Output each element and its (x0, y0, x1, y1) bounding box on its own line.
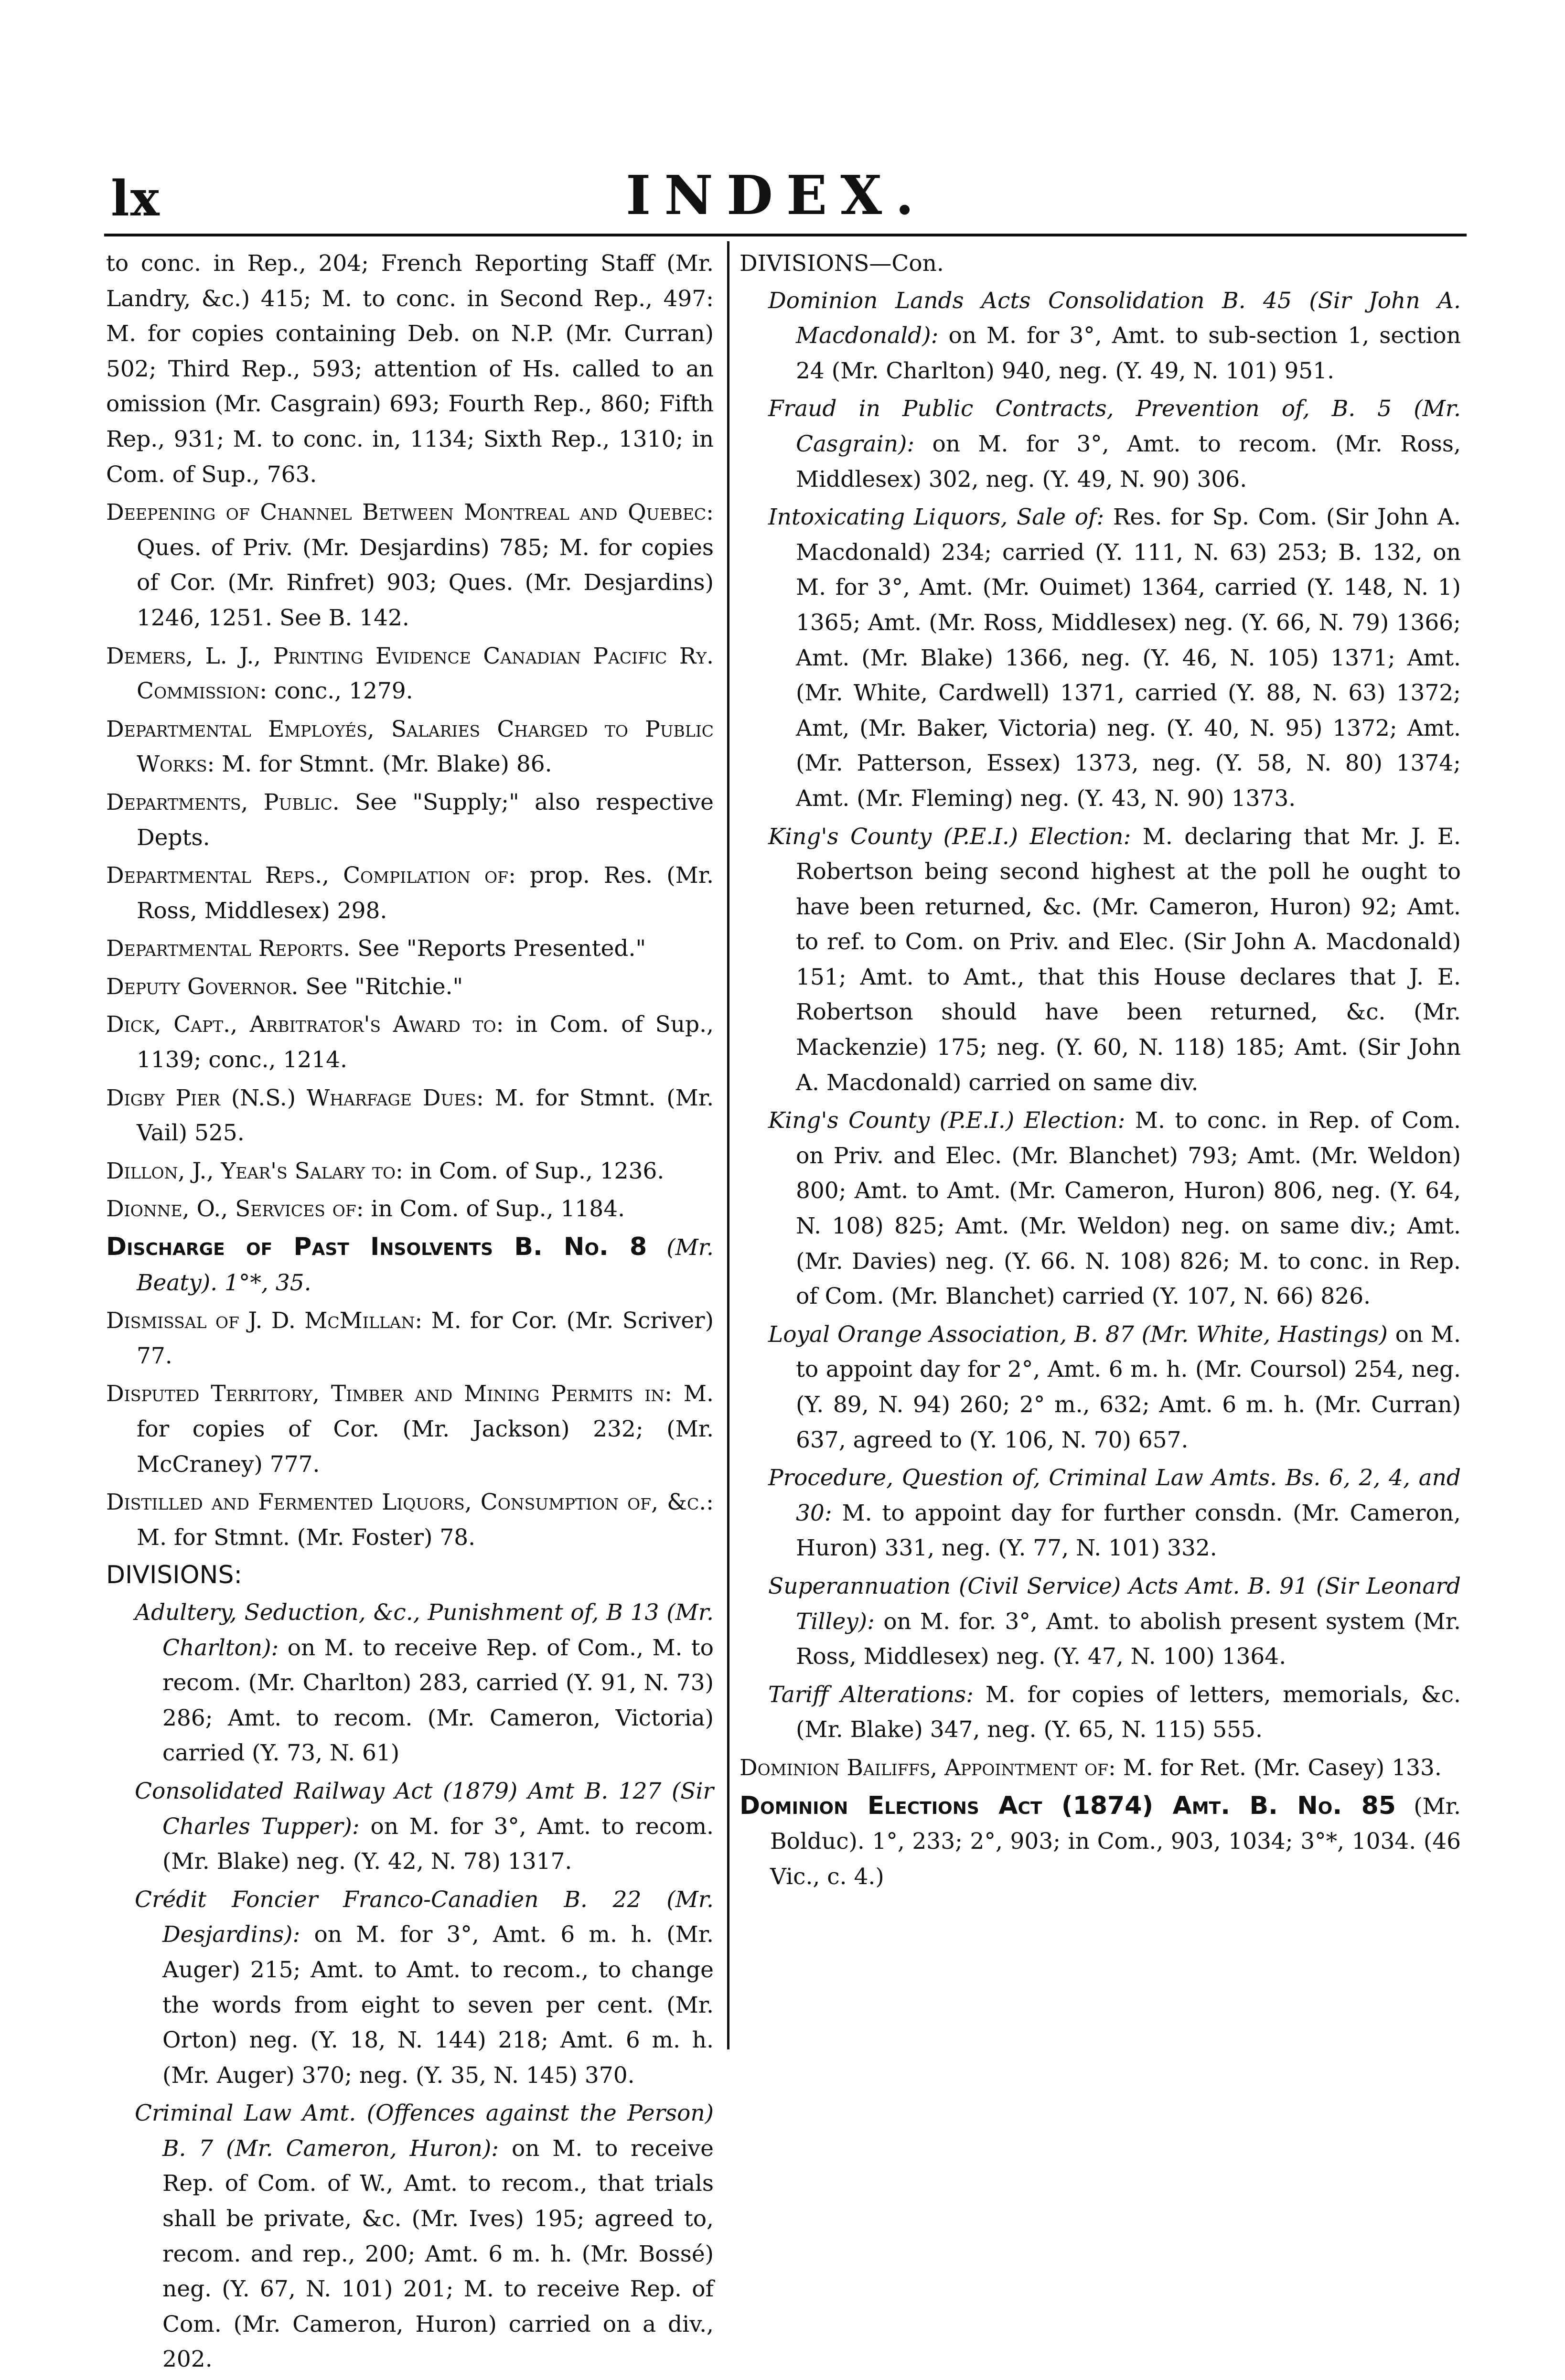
division-entry-adultery (106, 1595, 714, 1771)
division-heading: Procedure, Question of, Criminal Law Amts. Bs. 6, 2, 4, and 30: (768, 1465, 1461, 1526)
division-heading: Dominion Lands Acts Consolidation B. 45 (Sir John A. Macdonald): (768, 287, 1461, 349)
index-entry-dominion-bailiffs (740, 1750, 1461, 1786)
division-heading: Loyal Orange Association, B. 87 (Mr. White, Hastings) (768, 1321, 1388, 1348)
entry-body: M. for Cor. (Mr. Scriver) 77. (137, 1308, 714, 1369)
division-body: on M. for 3°, Amt. to recom. (Mr. Blake) neg. (Y. 42, N. 78) 1317. (162, 1813, 714, 1875)
entry-heading: Dismissal of J. D. McMillan: (106, 1308, 423, 1334)
entry-body: See "Ritchie." (305, 973, 463, 1000)
division-body: on M. for 3°, Amt. to recom. (Mr. Ross, Middlesex) 302, neg. (Y. 49, N. 90) 306. (796, 430, 1461, 493)
division-body: on M. to receive Rep. of Com., M. to recom. (Mr. Charlton) 283, carried (Y. 91, N. 73) 286; Amt. to recom. (Mr. Cameron, Victoria) carried (Y. 73, N. 61) (162, 1634, 714, 1767)
division-entry-criminal-law (106, 2096, 714, 2377)
division-heading: Fraud in Public Contracts, Prevention of, B. 5 (Mr. Casgrain): (768, 396, 1461, 457)
entry-body: in Com. of Sup., 1236. (410, 1158, 665, 1184)
division-heading: King's County (P.E.I.) Election: (768, 823, 1131, 850)
division-entry-tariff (740, 1677, 1461, 1747)
division-entry-intoxicating-liquors (740, 500, 1461, 816)
index-entry-digby-pier (106, 1081, 714, 1151)
division-heading: Intoxicating Liquors, Sale of: (768, 504, 1104, 531)
index-entry-dionne (106, 1191, 714, 1227)
page-title: INDEX. (626, 164, 928, 227)
entry-heading: Departmental Reports. (106, 935, 351, 962)
column-divider (727, 241, 729, 2049)
division-body: M. to appoint day for further consdn. (Mr. Cameron, Huron) 331, neg. (Y. 77, N. 101) 332. (796, 1500, 1461, 1562)
index-entry-departmental-employes (106, 712, 714, 782)
index-entry-deputy-governor (106, 969, 714, 1005)
index-entry-dick-capt (106, 1007, 714, 1077)
left-column (106, 246, 714, 2380)
index-entry-departments-public (106, 785, 714, 855)
division-body: on M. for. 3°, Amt. to abolish present system (Mr. Ross, Middlesex) neg. (Y. 47, N. 100) 1364. (796, 1608, 1461, 1670)
entry-heading: Departmental Employés, Salaries Charged to Public Works: (106, 716, 714, 778)
index-entry-disputed-territory (106, 1376, 714, 1482)
division-entry-credit-foncier (106, 1882, 714, 2093)
entry-heading: Dionne, O., Services of: (106, 1196, 364, 1222)
index-entry-dillon (106, 1154, 714, 1189)
page-number: lx (111, 170, 161, 227)
index-entry-distilled-liquors (106, 1485, 714, 1555)
division-body: M. for copies of letters, memorials, &c. (Mr. Blake) 347, neg. (Y. 65, N. 115) 555. (796, 1681, 1461, 1743)
division-entry-procedure (740, 1460, 1461, 1566)
header-rule (104, 234, 1467, 236)
index-entry-deepening-channel (106, 495, 714, 635)
entry-heading: Deepening of Channel Between Montreal and Quebec: (106, 499, 714, 526)
entry-heading: Distilled and Fermented Liquors, Consumption of, &c.: (106, 1489, 714, 1516)
index-entry-departmental-reps (106, 858, 714, 928)
division-entry-kings-county-2 (740, 1103, 1461, 1314)
division-body: on M. to receive Rep. of Com. of W., Amt. to recom., that trials shall be private, &c. (Mr. Ives) 195; agreed to, recom. and rep., 200; Amt. 6 m. h. (Mr. Bossé) neg. (Y. 67, N. 101) 201; M. to receive Rep. of Com. (Mr. Cameron, Huron) carried on a div., 202. (162, 2135, 714, 2373)
division-heading: Crédit Foncier Franco-Canadien B. 22 (Mr. Desjardins): (135, 1886, 714, 1948)
division-heading: Criminal Law Amt. (Offences against the Person) B. 7 (Mr. Cameron, Huron): (135, 2100, 714, 2162)
division-body: M. to conc. in Rep. of Com. on Priv. and Elec. (Mr. Blanchet) 793; Amt. (Mr. Weldon) 800; Amt. to Amt. (Mr. Cameron, Huron) 806, neg. (Y. 64, N. 108) 825; Amt. (Mr. Weldon) neg. on same div.; Amt. (Mr. Davies) neg. (Y. 66. N. 108) 826; M. to conc. in Rep. of Com. (Mr. Blanchet) carried (Y. 107, N. 66) 826. (796, 1107, 1461, 1310)
entry-body: See "Reports Presented." (357, 935, 646, 962)
right-column (740, 246, 1461, 1897)
entry-heading: Deputy Governor. (106, 973, 299, 1000)
division-heading: King's County (P.E.I.) Election: (768, 1107, 1126, 1134)
division-body: M. declaring that Mr. J. E. Robertson being second highest at the poll he ought to have been returned, &c. (Mr. Cameron, Huron) 92; Amt. to ref. to Com. on Priv. and Elec. (Sir John A. Macdonald) 151; Amt. to Amt., that this House declares that J. E. Robertson should have been returned, &c. (Mr. Mackenzie) 175; neg. (Y. 60, N. 118) 185; Amt. (Sir John A. Macdonald) carried on same div. (796, 823, 1461, 1096)
entry-heading: Departmental Reps., Compilation of: (106, 862, 516, 889)
division-heading: Adultery, Seduction, &c., Punishment of, B 13 (Mr. Charlton): (135, 1599, 714, 1661)
entry-heading: Dominion Bailiffs, Appointment of: (740, 1754, 1116, 1781)
entry-heading: Dillon, J., Year's Salary to: (106, 1158, 403, 1184)
entry-body: in Com. of Sup., 1184. (371, 1196, 625, 1222)
entry-heading: Departments, Public. (106, 789, 340, 815)
entry-heading: Disputed Territory, Timber and Mining Permits in: (106, 1381, 673, 1407)
entry-body: See "Supply;" also respective Depts. (137, 789, 714, 851)
division-entry-kings-county-1 (740, 819, 1461, 1101)
entry-body: M. for Ret. (Mr. Casey) 133. (1123, 1754, 1442, 1781)
division-heading: Superannuation (Civil Service) Acts Amt. B. 91 (Sir Leonard Tilley): (768, 1573, 1461, 1635)
entry-body: M. for copies of Cor. (Mr. Jackson) 232; (Mr. McCraney) 777. (137, 1381, 714, 1478)
index-entry-discharge-insolvents (106, 1230, 714, 1300)
division-body: Res. for Sp. Com. (Sir John A. Macdonald) 234; carried (Y. 111, N. 63) 253; B. 132, on M. for 3°, Amt. (Mr. Ouimet) 1364, carried (Y. 148, N. 1) 1365; Amt. (Mr. Ross, Middlesex) neg. (Y. 66, N. 79) 1366; Amt. (Mr. Blake) 1366, neg. (Y. 46, N. 105) 1371; Amt. (Mr. White, Cardwell) 1371, carried (Y. 88, N. 63) 1372; Amt, (Mr. Baker, Victoria) neg. (Y. 40, N. 95) 1372; Amt. (Mr. Patterson, Essex) 1373, neg. (Y. 58, N. 80) 1374; Amt. (Mr. Fleming) neg. (Y. 43, N. 90) 1373. (796, 504, 1461, 812)
index-entry-dominion-elections-act (740, 1789, 1461, 1895)
entry-body: (Mr. Bolduc). 1°, 233; 2°, 903; in Com., 903, 1034; 3°*, 1034. (46 Vic., c. 4.) (770, 1793, 1461, 1890)
index-entry-demers (106, 639, 714, 709)
entry-body: M. for Stmnt. (Mr. Blake) 86. (222, 751, 552, 778)
entry-body: M. for Stmnt. (Mr. Vail) 525. (137, 1084, 714, 1147)
index-entry-dismissal (106, 1303, 714, 1373)
entry-body: prop. Res. (Mr. Ross, Middlesex) 298. (137, 862, 714, 924)
division-heading: Tariff Alterations: (768, 1681, 974, 1708)
divisions-con-heading: DIVISIONS—Con. (740, 250, 944, 277)
divisions-heading: DIVISIONS: (106, 1561, 242, 1590)
entry-body: in Com. of Sup., 1139; conc., 1214. (137, 1011, 714, 1073)
division-entry-loyal-orange (740, 1317, 1461, 1458)
entry-body: M. for Stmnt. (Mr. Foster) 78. (137, 1524, 476, 1551)
division-heading: Consolidated Railway Act (1879) Amt B. 127 (Sir Charles Tupper): (135, 1778, 714, 1840)
continuation-entry: to conc. in Rep., 204; French Reporting Staff (Mr. Landry, &c.) 415; M. to conc. in Second Rep., 497: M. for copies containing Deb. on N.P. (Mr. Curran) 502; Third Rep., 593; attention of Hs. called to an omission (Mr. Casgrain) 693; Fourth Rep., 860; Fifth Rep., 931; M. to conc. in, 1134; Sixth Rep., 1310; in Com. of Sup., 763. (106, 250, 714, 488)
division-body: on M. to appoint day for 2°, Amt. 6 m. h. (Mr. Coursol) 254, neg. (Y. 89, N. 94) 260; 2° m., 632; Amt. 6 m. h. (Mr. Curran) 637, agreed to (Y. 106, N. 70) 657. (796, 1321, 1461, 1453)
entry-heading: Demers, L. J., Printing Evidence Canadian Pacific Ry. Commission: (106, 643, 714, 705)
division-entry-consolidated-railway (106, 1774, 714, 1879)
division-body: on M. for 3°, Amt. to sub-section 1, section 24 (Mr. Charlton) 940, neg. (Y. 49, N. 101) 951. (796, 322, 1461, 384)
entry-heading: Digby Pier (N.S.) Wharfage Dues: (106, 1084, 484, 1111)
index-entry-departmental-reports (106, 931, 714, 966)
division-entry-dominion-lands (740, 283, 1461, 389)
division-body: on M. for 3°, Amt. 6 m. h. (Mr. Auger) 215; Amt. to Amt. to recom., to change the words from eight to seven per cent. (Mr. Orton) neg. (Y. 18, N. 144) 218; Amt. 6 m. h. (Mr. Auger) 370; neg. (Y. 35, N. 145) 370. (162, 1921, 714, 2089)
entry-heading: Dick, Capt., Arbitrator's Award to: (106, 1011, 504, 1038)
division-entry-fraud (740, 391, 1461, 497)
division-entry-superannuation (740, 1569, 1461, 1674)
entry-body: Ques. of Priv. (Mr. Desjardins) 785; M. for copies of Cor. (Mr. Rinfret) 903; Ques. (Mr. Desjardins) 1246, 1251. See B. 142. (137, 534, 714, 631)
entry-heading-bold: Dominion Elections Act (1874) Amt. B. No. 85 (740, 1791, 1396, 1820)
entry-body: conc., 1279. (274, 678, 413, 705)
entry-body: (Mr. Beaty). 1°*, 35. (137, 1234, 714, 1296)
entry-heading-bold: Discharge of Past Insolvents B. No. 8 (106, 1233, 647, 1262)
